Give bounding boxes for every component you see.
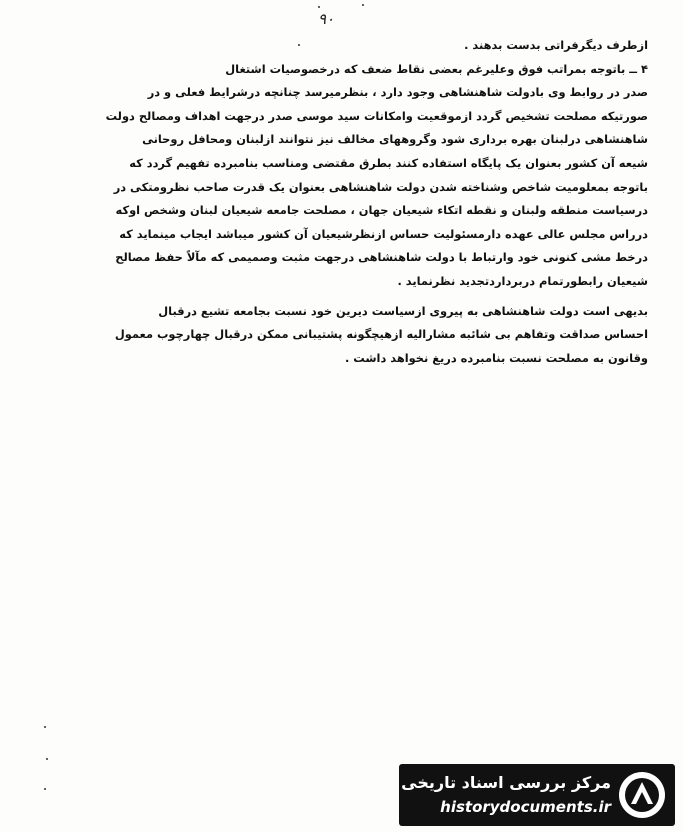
scan-speck [44,788,46,790]
text-line: باتوجه بمعلومیت شاخص وشناخته شدن دولت شاهنشاهی بعنوان یک قدرت صاحب نظرومتکی در [113,179,648,194]
watermark-banner [399,764,675,826]
text-line: شاهنشاهی درلبنان بهره برداری شود وگروههای مخالف نیز نتوانند ازلبنان ومحافل روحانی [142,132,648,147]
text-line: وقانون به مصلحت نسبت بنامبرده دریغ نخواهد داشت . [344,350,648,365]
scan-speck [362,4,364,6]
text-line: ۴ ــ باتوجه بمراتب فوق وعلیرغم بعضی نقاط ضعف که درخصوصیات اشتغال [225,61,648,76]
watermark-url: historydocuments.ir [440,798,611,816]
scan-speck [44,726,46,728]
text-line: شیعه آن کشور بعنوان یک پایگاه استفاده کنند بطرق مقتضی ومناسب بنامبرده تفهیم گردد که [129,155,648,170]
scan-speck [46,758,48,760]
text-line: ازطرف دیگرفراتی بدست بدهند . [464,38,648,52]
text-line: صدر در روابط وی بادولت شاهنشاهی وجود دارد ، بنظرمیرسد چنانچه درشرایط فعلی و در [147,85,648,100]
watermark-title: مرکز بررسی اسناد تاریخی [401,773,611,792]
text-line: بدیهی است دولت شاهنشاهی به پیروی ازسیاست دیرین خود نسبت بجامعه تشیع درقبال [158,303,648,318]
text-line: احساس صداقت وتفاهم بی شائبه مشارالیه ازهیچگونه پشتیبانی ممکن درقبال چهارچوب معمول [114,327,648,342]
text-line: درراس مجلس عالی عهده دارمسئولیت حساس ازنظرشیعیان آن کشور میباشد ایجاب مینماید که [119,226,648,241]
page-number: ٩٠ [318,10,335,28]
text-line: درخط مشی کنونی خود وارتباط با دولت شاهنشاهی درجهت مثبت وصمیمی که مآلاً حفظ مصالح [115,250,648,265]
text-line: صورتیکه مصلحت تشخیص گردد ازموقعیت وامکانات سید موسی صدر درجهت اهداف ومصالح دولت [105,108,648,123]
scan-speck [318,6,320,8]
text-line: شیعیان رابطورتمام دربرداردتجدید نظرنماید . [397,273,648,288]
text-line: درسیاست منطقه ولبنان و نقطه اتکاء شیعیان جهان ، مصلحت جامعه شیعیان لبنان وشخص اوکه [115,203,648,218]
archive-logo-icon [617,770,667,820]
document-body [34,34,648,370]
